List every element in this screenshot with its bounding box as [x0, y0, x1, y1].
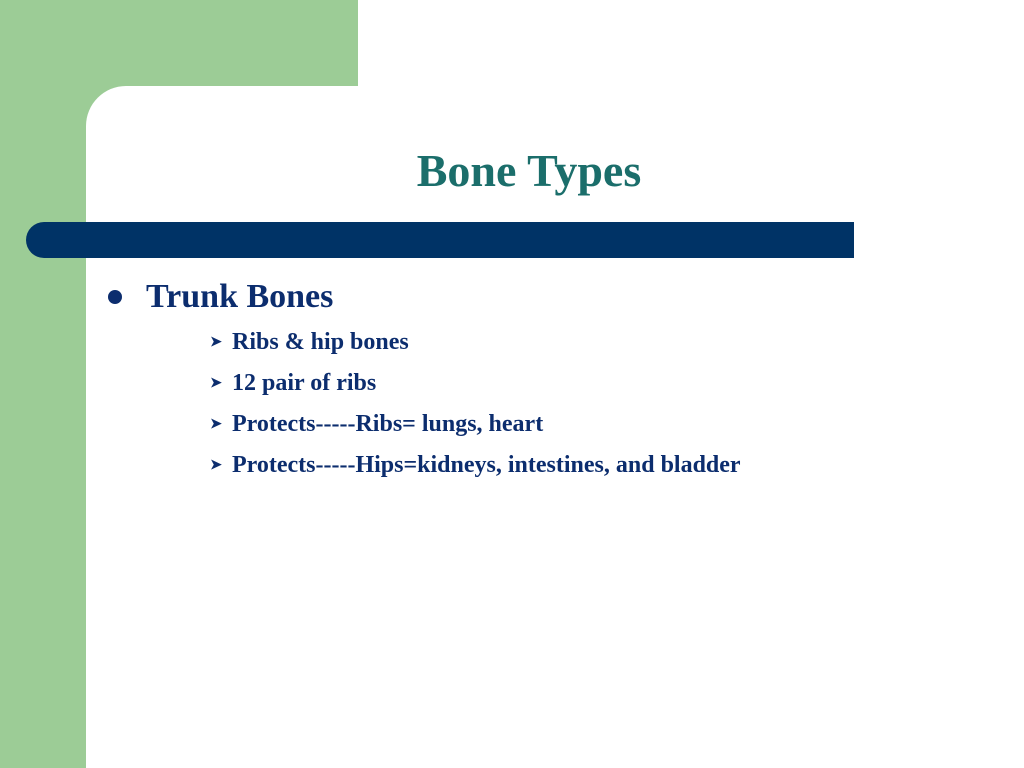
arrowhead-bullet-icon: ➤: [210, 417, 222, 432]
sub-bullet-item: [210, 445, 986, 486]
slide-title: Bone Types: [416, 145, 642, 196]
sub-bullet-list: [106, 322, 986, 486]
bullet-list: [106, 274, 986, 486]
bullet-text: Trunk Bones: [146, 278, 334, 315]
arrowhead-bullet-icon: ➤: [210, 458, 222, 473]
sub-bullet-text: Protects-----Ribs= lungs, heart: [232, 411, 544, 437]
green-side-band: [0, 0, 86, 768]
title-underline-bar: [26, 222, 854, 258]
sub-bullet-item: [210, 322, 986, 363]
arrowhead-bullet-icon: ➤: [210, 335, 222, 350]
sub-bullet-item: [210, 404, 986, 445]
filled-circle-bullet-icon: [108, 290, 122, 304]
sub-bullet-item: [210, 363, 986, 404]
arrowhead-bullet-icon: ➤: [210, 376, 222, 391]
green-top-band: [86, 0, 358, 86]
sub-bullet-text: Ribs & hip bones: [232, 329, 409, 355]
bullet-item: [106, 274, 986, 320]
sub-bullet-text: 12 pair of ribs: [232, 370, 377, 396]
sub-bullet-text: Protects-----Hips=kidneys, intestines, and bladder: [232, 452, 741, 478]
